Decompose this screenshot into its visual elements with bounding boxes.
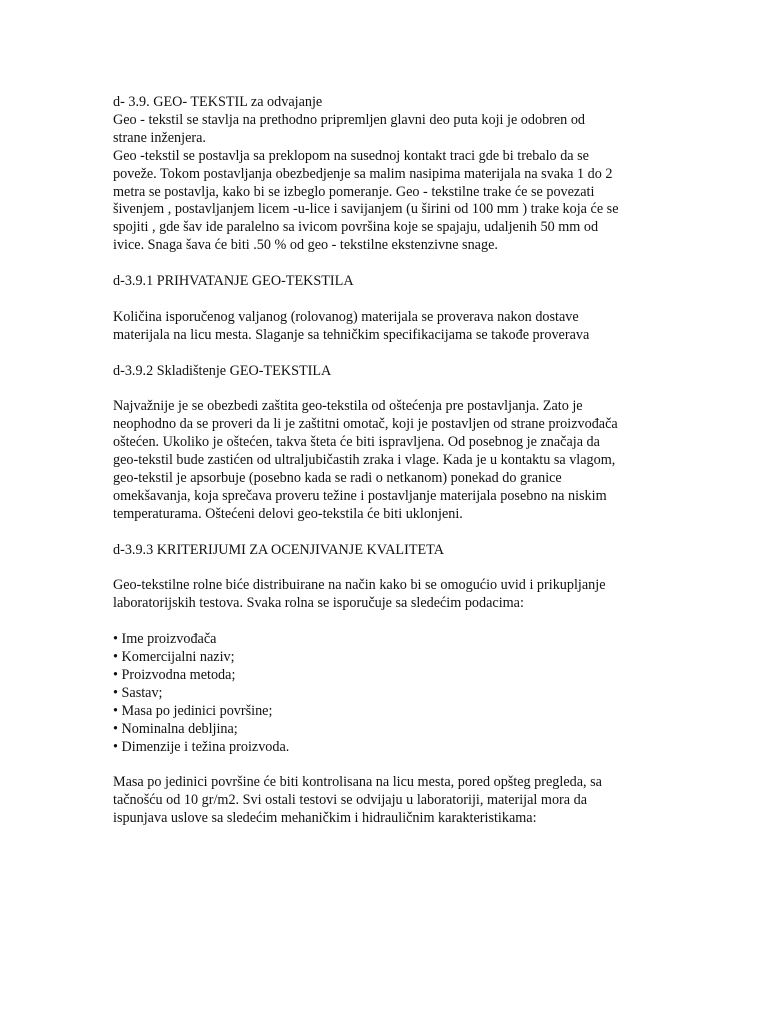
list-item: • Masa po jedinici površine; [113,702,273,719]
storage-line: Najvažnije je se obezbedi zaštita geo-tekstila od oštećenja pre postavljanja. Zato je [113,398,583,415]
storage-paragraph [113,398,653,523]
paragraph-spacer [113,345,653,363]
quality-paragraph [113,577,653,613]
intro-line: poveže. Tokom postavljanja obezbedjenje sa malim nasipima materijala na svaka 1 do 2 [113,165,613,182]
mass-line: tačnošću od 10 gr/m2. Svi ostali testovi se odvijaju u laboratoriji, materijal mora da [113,792,587,809]
storage-line: geo-tekstil bude zastićen od ultraljubičastih zraka i vlage. Kada je u kontaktu sa vlagom, [113,452,616,469]
paragraph-spacer [113,559,653,577]
intro-paragraph [113,112,653,255]
document-page [113,94,653,828]
list-item: • Ime proizvođača [113,631,217,648]
roll-data-list [113,631,653,756]
heading-storage [113,363,653,381]
intro-line: Geo - tekstil se stavlja na prethodno pripremljen glavni deo puta koji je odobren od [113,111,586,128]
quality-line: laboratorijskih testova. Svaka rolna se isporučuje sa sledećim podacima: [113,595,524,612]
acceptance-paragraph [113,309,653,345]
mass-paragraph [113,774,653,828]
intro-line: spojiti , gde šav ide paralelno sa ivicom površina koje se spajaju, udaljenih 50 mm od [113,219,599,236]
paragraph-spacer [113,756,653,774]
mass-line: ispunjava uslove sa sledećim mehaničkim i hidrauličnim karakteristikama: [113,810,537,827]
list-item: • Proizvodna metoda; [113,666,236,683]
intro-line: šivenjem , postavljanjem licem -u-lice i savijanjem (u širini od 100 mm ) trake koja će se [113,201,619,218]
heading-acceptance [113,273,653,291]
intro-line: ivice. Snaga šava će biti .50 % od geo - tekstilne ekstenzivne snage. [113,237,498,254]
storage-line: oštećen. Ukoliko je oštećen, takva šteta će biti ispravljena. Od posebnog je značaja da [113,434,600,451]
paragraph-spacer [113,255,653,273]
section-title [113,94,653,112]
list-item: • Nominalna debljina; [113,720,238,737]
intro-line: strane inženjera. [113,129,206,146]
list-item: • Komercijalni naziv; [113,648,235,665]
paragraph-spacer [113,380,653,398]
list-item: • Dimenzije i težina proizvoda. [113,738,290,755]
list-item: • Sastav; [113,684,163,701]
heading-quality [113,542,653,560]
heading-storage-text: d-3.9.2 Skladištenje GEO-TEKSTILA [113,362,332,379]
paragraph-spacer [113,291,653,309]
storage-line: omekšavanja, koja sprečava proveru težine i postavljanje materijala posebno na niskim [113,487,607,504]
quality-line: Geo-tekstilne rolne biće distribuirane na način kako bi se omogućio uvid i prikupljanje [113,577,606,594]
paragraph-spacer [113,613,653,631]
mass-line: Masa po jedinici površine će biti kontrolisana na licu mesta, pored opšteg pregleda, sa [113,774,602,791]
paragraph-spacer [113,524,653,542]
storage-line: temperaturama. Oštećeni delovi geo-tekstila će biti uklonjeni. [113,505,463,522]
storage-line: geo-tekstil je apsorbuje (posebno kada se radi o netkanom) ponekad do granice [113,469,562,486]
storage-line: neophodno da se proveri da li je zaštitni omotač, koji je postavljen od strane proizvođača [113,416,618,433]
intro-line: metra se postavlja, kako bi se izbeglo pomeranje. Geo - tekstilne trake će se povezati [113,183,595,200]
heading-acceptance-text: d-3.9.1 PRIHVATANJE GEO-TEKSTILA [113,273,354,290]
acceptance-line: Količina isporučenog valjanog (rolovanog) materijala se proverava nakon dostave [113,308,579,325]
heading-quality-text: d-3.9.3 KRITERIJUMI ZA OCENJIVANJE KVALITETA [113,541,444,558]
section-title-text: d- 3.9. GEO- TEKSTIL za odvajanje [113,94,323,110]
intro-line: Geo -tekstil se postavlja sa preklopom na susednoj kontakt traci gde bi trebalo da se [113,147,589,164]
acceptance-line: materijala na licu mesta. Slaganje sa tehničkim specifikacijama se takođe proverava [113,326,590,343]
